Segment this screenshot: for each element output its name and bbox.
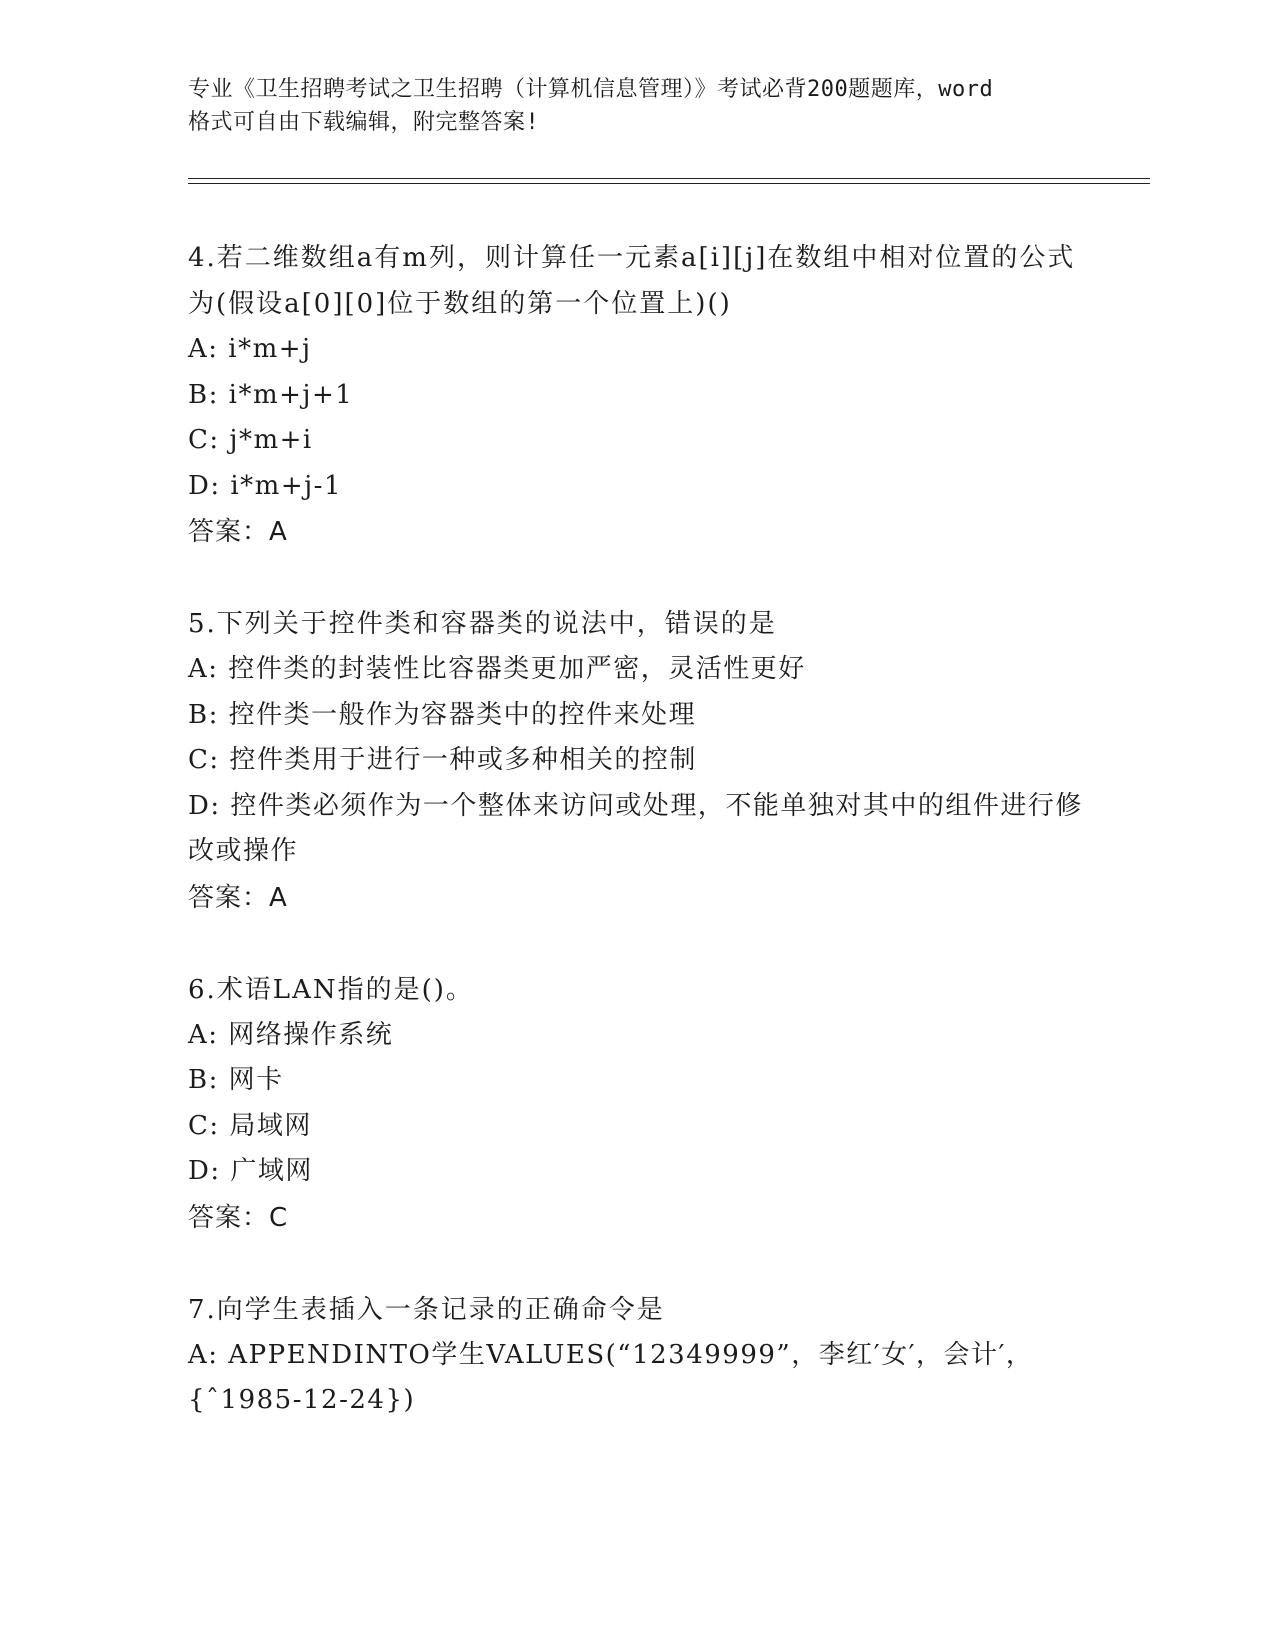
question-text: 5.下列关于控件类和容器类的说法中，错误的是 (188, 609, 777, 639)
option-a: A: 控件类的封装性比容器类更加严密，灵活性更好 (188, 654, 806, 684)
option-b: B: 网卡 (188, 1065, 284, 1095)
header-line-1: 专业《卫生招聘考试之卫生招聘（计算机信息管理）》考试必背200题题库，word (188, 77, 994, 102)
option-c: C: 控件类用于进行一种或多种相关的控制 (188, 745, 697, 775)
answer: 答案：C (188, 1202, 289, 1233)
option-b: B: 控件类一般作为容器类中的控件来处理 (188, 699, 697, 730)
answer: 答案：A (188, 882, 288, 913)
question-7 (188, 1287, 1088, 1424)
question-6 (188, 967, 1088, 1241)
question-list (188, 235, 1088, 1470)
question-text: 7.向学生表插入一条记录的正确命令是 (188, 1294, 665, 1325)
option-d: D: 广域网 (188, 1156, 313, 1186)
answer: 答案：A (188, 517, 288, 547)
header-divider-bottom (188, 183, 1150, 184)
option-d: D: 控件类必须作为一个整体来访问或处理，不能单独对其中的组件进行修改或操作 (188, 790, 1083, 866)
option-d: D: i*m+j-1 (188, 470, 343, 501)
option-a: A: i*m+j (188, 334, 312, 364)
question-text: 6.术语LAN指的是()。 (188, 974, 474, 1005)
option-c: C: j*m+i (188, 425, 313, 455)
option-b: B: i*m+j+1 (188, 379, 354, 410)
question-text: 4.若二维数组a有m列，则计算任一元素a[i][j]在数组中相对位置的公式为(假设a[0][0]位于数组的第一个位置上)() (188, 243, 1076, 319)
document-header (188, 73, 1088, 139)
option-c: C: 局域网 (188, 1110, 312, 1141)
option-a: A: 网络操作系统 (188, 1019, 394, 1050)
question-4 (188, 235, 1088, 555)
question-5 (188, 601, 1088, 921)
header-divider-top (188, 178, 1150, 179)
option-a: A: APPENDINTO学生VALUES(“12349999”，李红′女′，会计′，{ˆ1985-12-24}) (188, 1339, 1034, 1415)
header-line-2: 格式可自由下载编辑，附完整答案! (188, 110, 540, 135)
